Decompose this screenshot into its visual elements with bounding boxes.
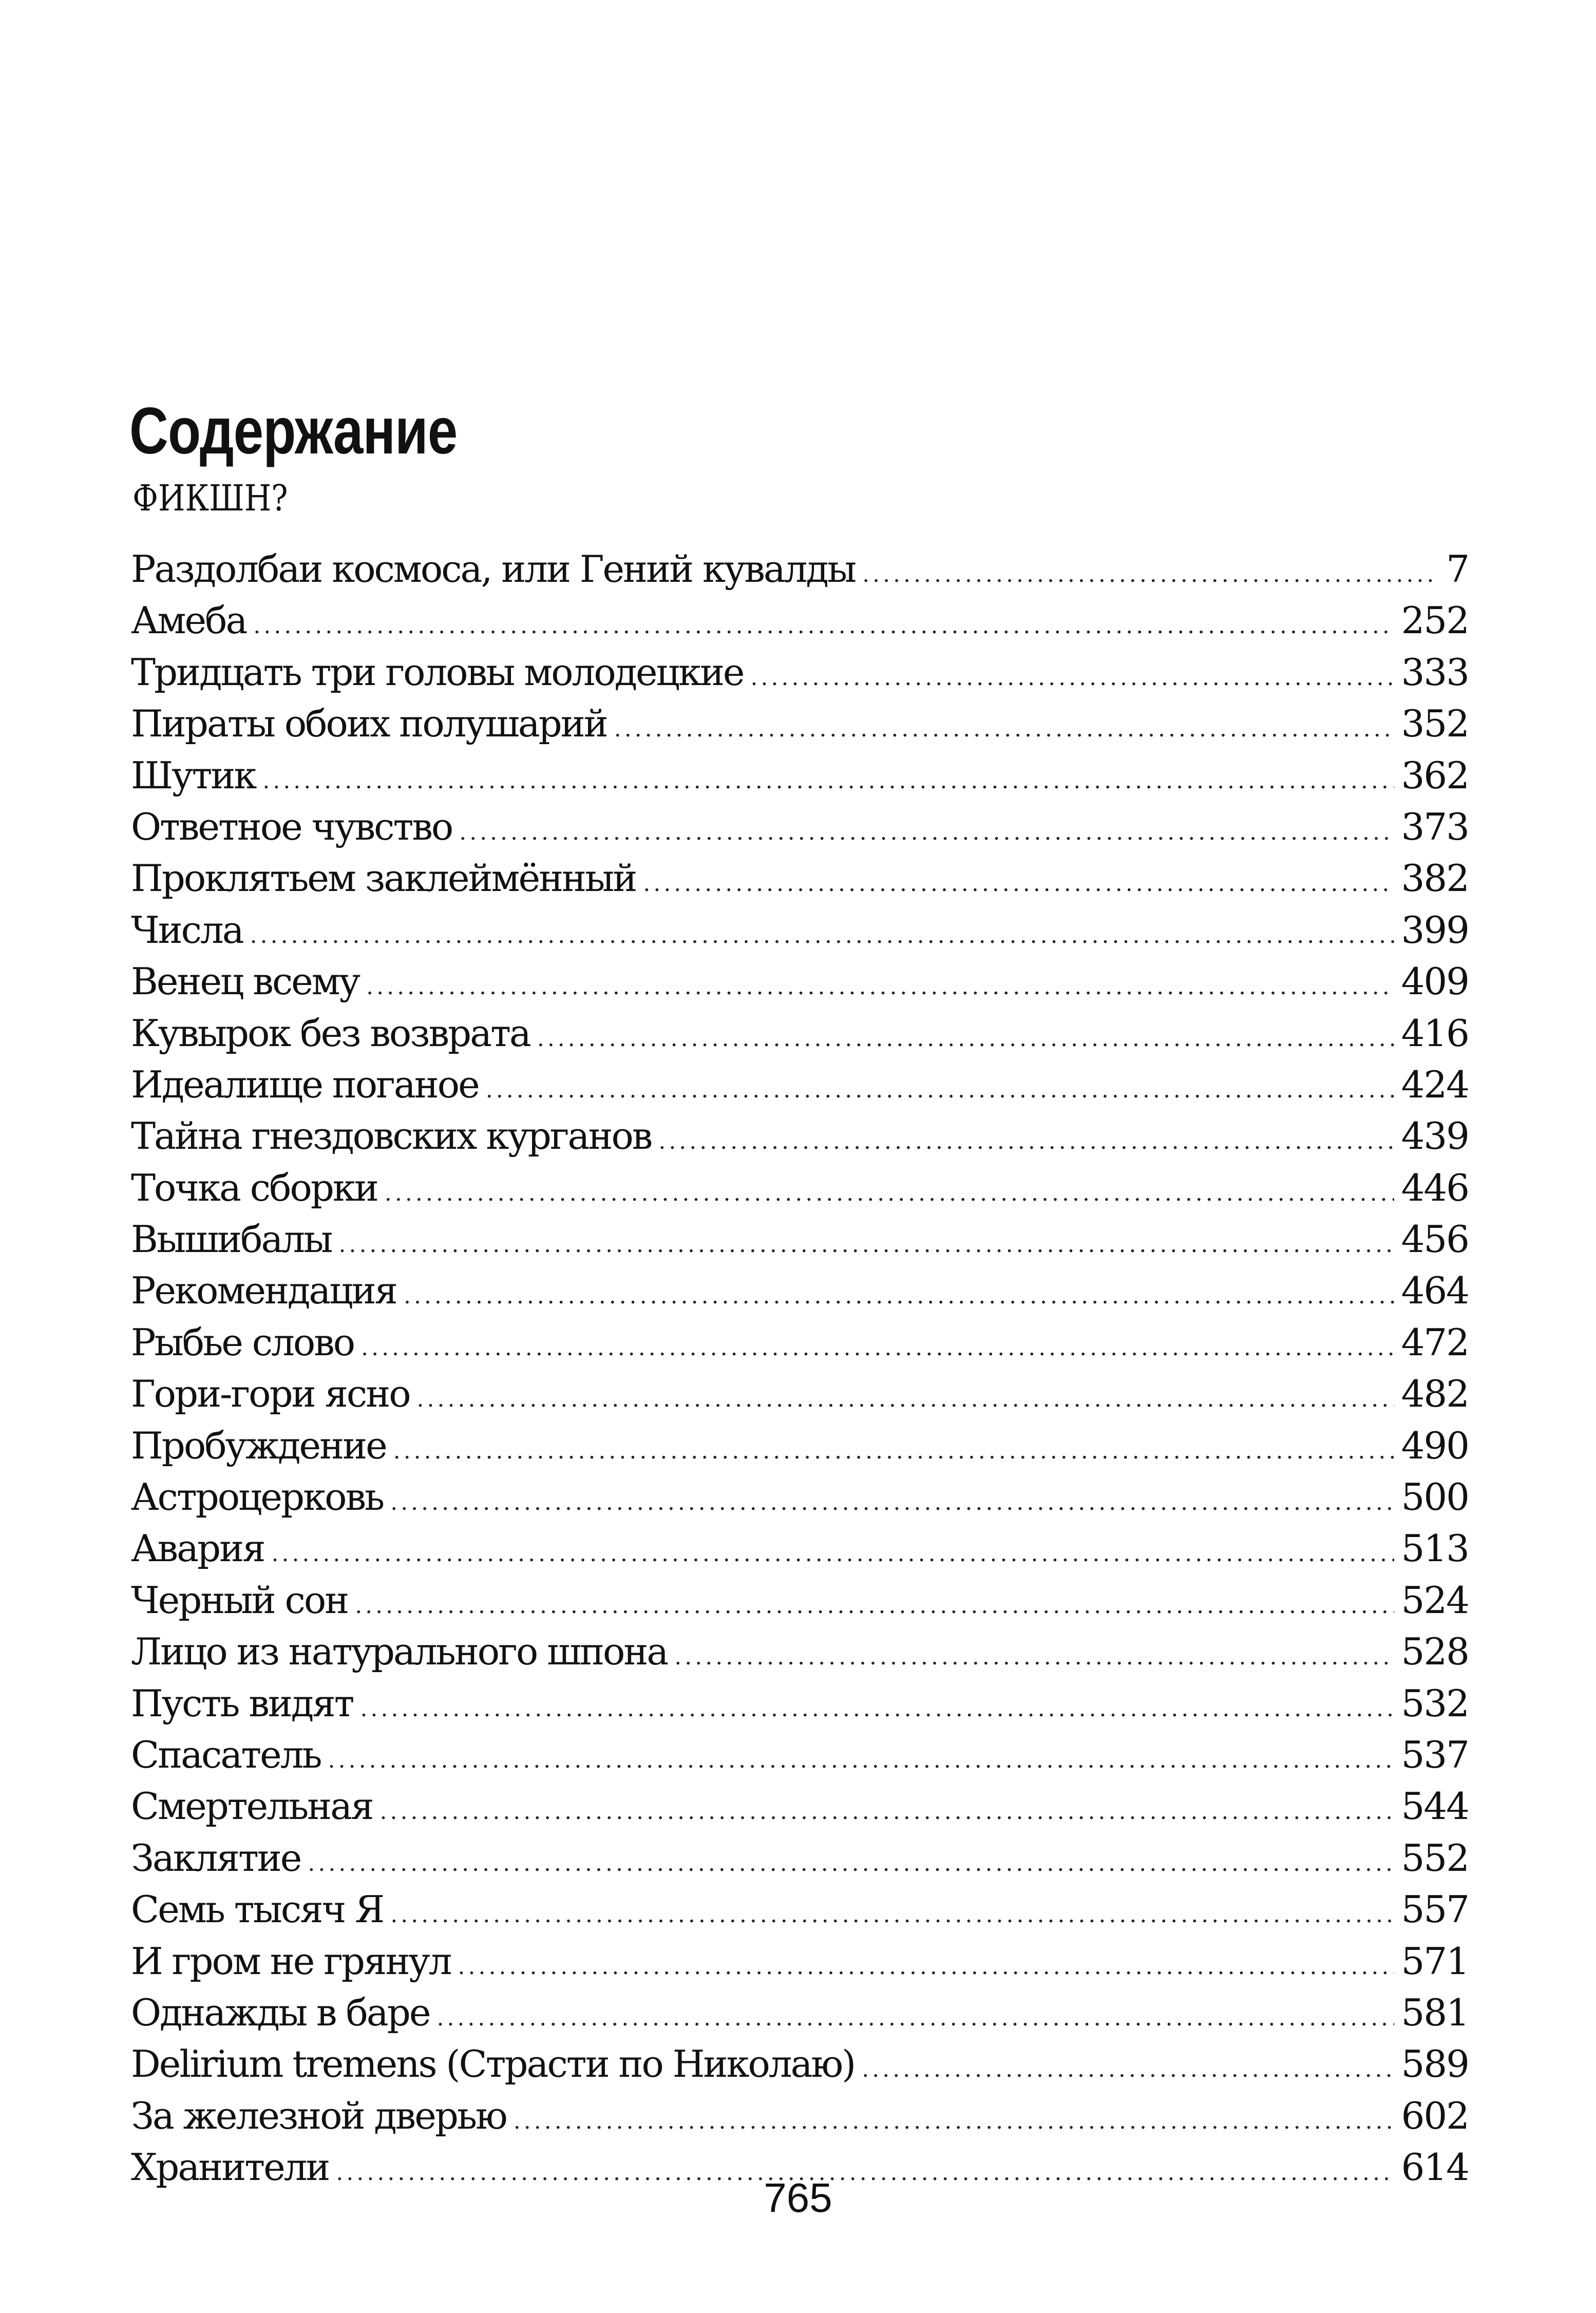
dot-leader [514, 2096, 1394, 2147]
toc-entry [131, 852, 1469, 904]
toc-entry [131, 904, 1469, 956]
toc-entry [131, 1729, 1469, 1780]
toc-entry [131, 1884, 1469, 1935]
dot-leader [404, 1271, 1394, 1322]
toc-entry-title: Лицо из натурального шпона [131, 1630, 668, 1674]
dot-leader [385, 1168, 1394, 1219]
toc-entry [131, 1523, 1469, 1574]
toc-entry-title: Проклятьем заклеймённый [131, 857, 636, 900]
toc-entry-title: Точка сборки [131, 1166, 377, 1209]
toc-entry-title: Кувырок без возврата [131, 1011, 530, 1055]
dot-leader [390, 1477, 1394, 1528]
dot-leader [674, 1632, 1394, 1683]
toc-entry-title: Амеба [131, 599, 246, 642]
toc-entry-page: 614 [1401, 2146, 1469, 2189]
toc-entry [131, 698, 1469, 749]
toc-entry-title: Рекомендация [131, 1269, 396, 1313]
table-of-contents [131, 543, 1469, 2193]
dot-leader [862, 549, 1439, 600]
toc-entry [131, 1368, 1469, 1419]
toc-entry-title: Пираты обоих полушарий [131, 702, 607, 746]
dot-leader [614, 704, 1394, 755]
toc-entry-page: 482 [1401, 1372, 1469, 1416]
toc-entry-page: 7 [1446, 547, 1469, 591]
toc-entry-title: Венец всему [131, 960, 359, 1003]
toc-entry [131, 1832, 1469, 1884]
toc-entry-page: 439 [1401, 1114, 1469, 1158]
dot-leader [658, 1116, 1394, 1167]
dot-leader [360, 1683, 1394, 1735]
toc-entry-page: 537 [1401, 1733, 1469, 1776]
toc-entry-title: Шутик [131, 753, 256, 797]
toc-entry [131, 750, 1469, 801]
toc-entry-title: Ответное чувство [131, 805, 452, 848]
toc-entry-title: И гром не грянул [131, 1939, 451, 1983]
toc-entry-title: Семь тысяч Я [131, 1888, 384, 1931]
dot-leader [262, 755, 1394, 807]
dot-leader [361, 1322, 1394, 1374]
dot-leader [272, 1528, 1394, 1580]
toc-entry-page: 524 [1401, 1578, 1469, 1622]
toc-entry-title: Заклятие [131, 1836, 301, 1880]
dot-leader [338, 1219, 1394, 1271]
toc-entry-title: Астроцерковь [131, 1475, 384, 1519]
toc-entry [131, 956, 1469, 1007]
dot-leader [417, 1374, 1394, 1425]
toc-entry [131, 1420, 1469, 1471]
toc-entry [131, 1317, 1469, 1368]
toc-entry [131, 1936, 1469, 1987]
toc-entry-page: 552 [1401, 1836, 1469, 1880]
toc-entry-page: 373 [1401, 805, 1469, 848]
toc-entry-title: Тридцать три головы молодецкие [131, 650, 744, 694]
toc-entry-title: Спасатель [131, 1733, 321, 1776]
toc-entry-page: 544 [1401, 1785, 1469, 1828]
toc-entry [131, 1575, 1469, 1626]
toc-entry [131, 647, 1469, 698]
toc-entry [131, 1162, 1469, 1214]
dot-leader [308, 1838, 1394, 1889]
toc-entry-title: Числа [131, 908, 243, 952]
toc-entry [131, 1265, 1469, 1316]
toc-entry-title: Смертельная [131, 1785, 373, 1828]
toc-entry [131, 1780, 1469, 1832]
dot-leader [751, 652, 1394, 704]
toc-entry-title: Delirium tremens (Страсти по Николаю) [131, 2042, 855, 2086]
page-number: 765 [764, 2175, 832, 2221]
toc-entry-page: 500 [1401, 1475, 1469, 1519]
toc-entry-page: 446 [1401, 1166, 1469, 1209]
dot-leader [250, 910, 1394, 961]
toc-entry-page: 382 [1401, 857, 1469, 900]
toc-entry-page: 472 [1401, 1320, 1469, 1364]
toc-entry [131, 1214, 1469, 1265]
toc-entry-title: Авария [131, 1527, 264, 1570]
toc-entry [131, 1110, 1469, 1162]
toc-entry-title: За железной дверью [131, 2094, 506, 2137]
toc-entry [131, 2038, 1469, 2090]
toc-entry-page: 589 [1401, 2042, 1469, 2086]
dot-leader [862, 2044, 1394, 2095]
toc-entry-title: Черный сон [131, 1578, 348, 1622]
dot-leader [355, 1580, 1394, 1632]
toc-entry-page: 513 [1401, 1527, 1469, 1570]
toc-entry-page: 532 [1401, 1681, 1469, 1725]
section-heading: ФИКШН? [132, 477, 288, 519]
toc-entry-title: Однажды в баре [131, 1990, 430, 2034]
toc-entry-title: Раздолбаи космоса, или Гений кувалды [131, 547, 856, 591]
dot-leader [328, 1735, 1394, 1786]
dot-leader [537, 1013, 1394, 1065]
toc-entry-page: 409 [1401, 960, 1469, 1003]
toc-entry-page: 416 [1401, 1011, 1469, 1055]
toc-entry-title: Гори-гори ясно [131, 1372, 410, 1416]
dot-leader [366, 961, 1394, 1013]
toc-entry-page: 352 [1401, 702, 1469, 746]
toc-entry-title: Пробуждение [131, 1424, 386, 1467]
toc-entry-page: 456 [1401, 1218, 1469, 1261]
toc-entry [131, 1678, 1469, 1729]
toc-entry-page: 602 [1401, 2094, 1469, 2137]
toc-entry-page: 362 [1401, 753, 1469, 797]
dot-leader [459, 807, 1394, 858]
toc-entry [131, 1008, 1469, 1059]
dot-leader [253, 600, 1394, 652]
dot-leader [436, 1993, 1394, 2044]
toc-entry-title: Рыбье слово [131, 1320, 354, 1364]
toc-entry-page: 424 [1401, 1063, 1469, 1106]
toc-entry [131, 2090, 1469, 2141]
page-title: Содержание [129, 394, 458, 468]
toc-entry-title: Идеалище поганое [131, 1063, 479, 1106]
toc-entry [131, 1471, 1469, 1523]
toc-entry-page: 333 [1401, 650, 1469, 694]
dot-leader [393, 1426, 1394, 1477]
toc-entry-title: Пусть видят [131, 1681, 353, 1725]
toc-entry-page: 490 [1401, 1424, 1469, 1467]
toc-entry-title: Хранители [131, 2146, 329, 2189]
toc-entry-page: 399 [1401, 908, 1469, 952]
toc-entry-page: 557 [1401, 1888, 1469, 1931]
toc-entry [131, 595, 1469, 646]
dot-leader [643, 858, 1394, 909]
dot-leader [486, 1065, 1394, 1116]
dot-leader [458, 1941, 1394, 1993]
dot-leader [390, 1889, 1394, 1941]
toc-entry-page: 528 [1401, 1630, 1469, 1674]
toc-entry-page: 571 [1401, 1939, 1469, 1983]
toc-entry [131, 801, 1469, 852]
toc-entry-page: 581 [1401, 1990, 1469, 2034]
toc-entry-page: 252 [1401, 599, 1469, 642]
toc-entry [131, 1059, 1469, 1110]
toc-entry-title: Вышибалы [131, 1218, 332, 1261]
toc-entry [131, 1987, 1469, 2038]
toc-entry [131, 1626, 1469, 1677]
dot-leader [380, 1786, 1394, 1837]
toc-entry-title: Тайна гнездовских курганов [131, 1114, 652, 1158]
toc-entry-page: 464 [1401, 1269, 1469, 1313]
toc-entry [131, 543, 1469, 595]
